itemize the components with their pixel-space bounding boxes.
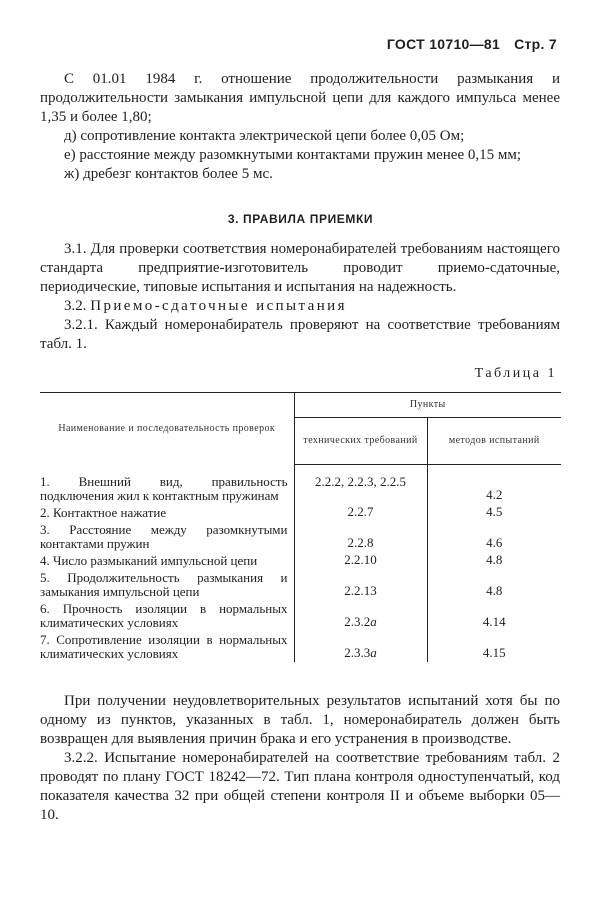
cell-tech-suffix: а: [370, 644, 377, 660]
cell-tech: 2.2.2, 2.2.3, 2.2.5: [294, 465, 427, 504]
column-header-tech: технических требований: [294, 418, 427, 465]
closing-block: [40, 692, 560, 825]
table-row: [40, 465, 561, 504]
cell-tech-number: 2.3.2: [344, 613, 371, 629]
cell-name: 1. Внешний вид, правильность подключения жил к контактным пружинам: [40, 473, 288, 503]
cell-method: 4.2: [486, 486, 503, 502]
cell-method: 4.15: [482, 644, 506, 660]
paragraph-3-2-1: 3.2.1. Каждый номеронабиратель проверяют на соответствие требованиям табл. 1.: [40, 317, 560, 352]
cell-method: 4.8: [486, 551, 503, 567]
cell-tech-suffix: а: [370, 613, 377, 629]
table-1: [40, 392, 561, 662]
standard-number: ГОСТ 10710—81: [386, 36, 501, 52]
cell-tech-number: 2.3.3: [344, 644, 371, 660]
cell-tech: 2.2.10: [294, 552, 427, 569]
cell-tech: 2.2.8: [294, 521, 427, 552]
cell-name: 4. Число размыканий импульсной цепи: [40, 552, 258, 568]
paragraph-3-1: 3.1. Для проверки соответствия номеронабирателей требованиям настоящего стандарта предприятие-изготовитель проводит приемо-сдаточные, периодические, типовые испытания и испытания на надежность.: [40, 241, 560, 295]
cell-name: 7. Сопротивление изоляции в нормальных климатических условиях: [40, 631, 288, 661]
column-group-header: Пункты: [294, 393, 561, 418]
section-title: 3. ПРАВИЛА ПРИЕМКИ: [227, 212, 374, 226]
intro-block: [40, 70, 560, 184]
cell-name: 6. Прочность изоляции в нормальных климатических условиях: [40, 600, 288, 630]
cell-tech: 2.2.7: [294, 504, 427, 521]
list-item-zh: ж) дребезг контактов более 5 мс.: [64, 166, 273, 182]
cell-tech: [294, 631, 427, 662]
page-number: Стр. 7: [514, 36, 557, 52]
column-header-methods: методов испытаний: [427, 418, 561, 465]
paragraph-3-2: [40, 297, 560, 316]
list-item-e: е) расстояние между разомкнутыми контактами пружин менее 0,15 мм;: [64, 147, 522, 163]
cell-name: 5. Продолжительность размыкания и замыкания импульсной цепи: [40, 569, 288, 599]
paragraph-3-2-title: Приемо-сдаточные испытания: [90, 298, 347, 314]
cell-tech: 2.2.13: [294, 569, 427, 600]
table-row: [40, 504, 561, 521]
paragraph-3-2-number: 3.2.: [64, 298, 87, 314]
intro-paragraph: С 01.01 1984 г. отношение продолжительности размыкания и продолжительности замыкания импульсной цепи для каждого импульса менее 1,35 и более 1,80;: [40, 71, 560, 125]
section-body: [40, 240, 560, 354]
cell-name: 3. Расстояние между разомкнутыми контактами пружин: [40, 521, 288, 551]
cell-method: 4.5: [486, 503, 503, 519]
table-row: [40, 521, 561, 552]
cell-name: 2. Контактное нажатие: [40, 504, 167, 520]
cell-method: 4.14: [482, 613, 506, 629]
column-header-name: Наименование и последовательность проверок: [40, 393, 294, 465]
cell-method: 4.8: [486, 582, 503, 598]
cell-method: 4.6: [486, 534, 503, 550]
table-row: [40, 631, 561, 662]
page-header: [387, 36, 557, 52]
list-item-d: д) сопротивление контакта электрической цепи более 0,05 Ом;: [64, 128, 465, 144]
cell-tech: [294, 600, 427, 631]
table-row: [40, 600, 561, 631]
closing-paragraph: При получении неудовлетворительных результатов испытаний хотя бы по одному из пунктов, указанных в табл. 1, номеронабиратель должен быть возвращен для выявления причин брака и его устранения в производстве.: [40, 693, 560, 747]
table-row: [40, 552, 561, 569]
paragraph-3-2-2: 3.2.2. Испытание номеронабирателей на соответствие требованиям табл. 2 проводят по плану ГОСТ 18242—72. Тип плана контроля одноступенчатый, код показателя качества 32 при общей степени контроля II и объеме выборки 05—10.: [40, 750, 560, 823]
table-row: [40, 569, 561, 600]
table-caption: Таблица 1: [474, 366, 557, 381]
